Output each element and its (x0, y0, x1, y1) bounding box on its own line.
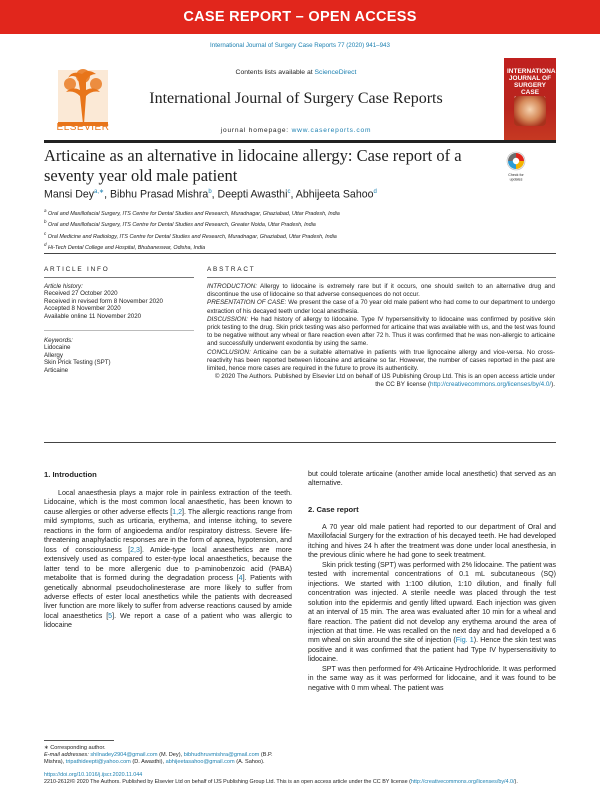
affil-rule (44, 253, 556, 254)
keywords-label: Keywords: (44, 337, 73, 344)
contents-prefix: Contents lists available at (235, 69, 315, 76)
section-heading-case-report: 2. Case report (308, 505, 359, 514)
author-affil-marker[interactable]: a,∗ (94, 189, 105, 195)
case-paragraph: SPT was then performed for 4% Articaine Hydrochloride. It was performed in the same way as it was performed for lidocaine, and it was found to be negative with 0 mm wheal. The patient was (308, 664, 556, 692)
affiliation: $^a$ Oral and Maxillofacial Surgery, ITS Centre for Dental Studies and Research, Muradnagar, Ghaziabad, Uttar Pradesh, India (44, 208, 340, 217)
abstract-end-rule (44, 442, 556, 443)
homepage-prefix: journal homepage: (220, 127, 292, 134)
abstract-intro: INTRODUCTION: Allergy to lidocaine is extremely rare but if it occurs, one should switch to an alternative drug and discontinue the use of lidocaine so that adverse consequences do not occur. (207, 283, 555, 299)
check-for-updates-icon[interactable] (503, 150, 529, 182)
right-column-text: but could tolerate articaine (another amide local anesthetic) that served as an alternative. (308, 470, 556, 488)
journal-title: International Journal of Surgery Case Reports (149, 90, 443, 107)
author-name[interactable]: Abhijeeta Sahoo (295, 188, 374, 201)
article-info-label: ARTICLE INFO (44, 266, 110, 273)
author-name[interactable]: Deepti Awasthi (217, 188, 288, 201)
abstract-discussion: DISCUSSION: He had history of allergy to lidocaine. Type IV hypersensitivity to lidocaine was confirmed by positive skin prick testing to the drug. Skin prick testing was also performed for articaine that was available with us, and the test was found to be negative without any wheal or flare reaction even after 72 h. Thus it was confirmed that he was non-allergic to articaine and successfully underwent exodontia by using the same. (207, 315, 555, 348)
abstract-case: PRESENTATION OF CASE: We present the case of a 70 year old male patient who had come to our department to undergo extraction of his decayed teeth under local anesthesia. (207, 299, 555, 315)
abstract-label: ABSTRACT (207, 266, 256, 273)
keyword: Skin Prick Testing (SPT) (44, 359, 111, 367)
abstract-rule (207, 277, 556, 278)
abstract-copyright: © 2020 The Authors. Published by Elsevier Ltd on behalf of IJS Publishing Group Ltd. This is an open access article under the CC BY license (http://creativecommons.org/licenses/by/4.0/). (214, 373, 555, 389)
affiliation: $^b$ Oral and Maxillofacial Surgery, ITS Centre for Dental Studies and Research, Greater Noida, Uttar Pradesh, India (44, 219, 316, 229)
doi-footer: https://doi.org/10.1016/j.ijscr.2020.11.044 2210-2612/© 2020 The Authors. Published by Elsevier Ltd on behalf of IJS Publishing Group Ltd. This is an open access article under the CC BY license (http://creativecommons.org/licenses/by/4.0/). (44, 772, 556, 786)
keyword: Allergy (44, 351, 63, 359)
cover-figure (514, 96, 546, 126)
author-list: Mansi Dey$^{a,∗}$, Bibhu Prasad Mishra$^b$, Deepti Awasthi$^c$, Abhijeeta Sahoo$^d$ (44, 188, 377, 201)
case-report-text (308, 523, 556, 693)
keyword: Lidocaine (44, 344, 71, 352)
email-link[interactable]: bibhudhruvmishra@gmail.com (183, 752, 260, 759)
journal-homepage (126, 127, 466, 134)
history-item: Received 27 October 2020 (44, 290, 118, 298)
keyword: Articaine (44, 366, 69, 374)
ref-link[interactable]: 2,3 (130, 545, 140, 554)
case-paragraph: A 70 year old male patient had reported to our department of Oral and Maxillofacial Surgery for the extraction of his decayed teeth. He had developed itching and hives 24 h after the treatment was done under local anesthesia, in the previous clinic where he had gone to seek treatment. (308, 523, 556, 560)
email-link[interactable]: abhijeetasahoo@gmail.com (165, 759, 235, 766)
svg-text:Check for: Check for (508, 173, 524, 177)
author-affil-marker[interactable]: c (287, 189, 291, 195)
homepage-link[interactable]: www.casereports.com (291, 127, 372, 134)
figure-link[interactable]: Fig. 1 (455, 636, 474, 645)
corresponding-author-note: ∗ Corresponding author. E-mail addresses: shilnadey2904@gmail.com (M. Dey), bibhudhruvmishra@gmail.com (B.P. Mishra), tripathideepti@yahoo.com (D. Awasthi), abhijeetasahoo@gmail.com (A. Sahoo). (44, 745, 273, 766)
email-link[interactable]: tripathideepti@yahoo.com (65, 759, 131, 766)
journal-citation[interactable]: International Journal of Surgery Case Reports 77 (2020) 941–943 (210, 42, 390, 49)
abstract-body (207, 283, 555, 390)
author-name[interactable]: Bibhu Prasad Mishra (109, 188, 209, 201)
article-info-rule (44, 277, 194, 278)
ref-link[interactable]: 1,2 (172, 507, 183, 516)
author-affil-marker[interactable]: b (208, 189, 212, 195)
case-paragraph: Skin prick testing (SPT) was performed with 2% lidocaine. The patient was tested with incremental concentrations of 0.1 mL subcutaneous (SQ) injections. We started with 1:100 dilution, 1:10 dilution, and finally full concentration was injected. A sterile needle was placed through the test solution into the epidermis and gently lifted upward. Each injection was given at an interval of 15 min. The area was evaluated after 10 min for a wheal and flare reaction. The patient did not develop any erythema around the area of injection at that time. He was recalled on the next day and had developed a 6 mm wheal on skin around the site of injection (Fig. 1). Hence the skin test was positive and it was confirmed that the patient had Type IV hypersensitivity to lidocaine. (308, 560, 556, 664)
article-history (44, 283, 194, 320)
keywords (44, 337, 194, 374)
ref-link[interactable]: 5 (108, 611, 113, 620)
journal-cover-image (504, 58, 560, 142)
open-access-banner: CASE REPORT – OPEN ACCESS (0, 0, 600, 34)
footnote-rule (44, 740, 114, 741)
article-title: Articaine as an alternative in lidocaine allergy: Case report of a seventy year old male patient (44, 146, 462, 185)
section-heading-introduction: 1. Introduction (44, 470, 97, 479)
affiliation: $^c$ Oral Medicine and Radiology, ITS Centre for Dental Studies and Research, Muradnagar, Ghaziabad, Uttar Pradesh, India (44, 230, 337, 240)
license-link[interactable]: http://creativecommons.org/licenses/by/4.0/ (410, 779, 515, 785)
svg-text:updates: updates (509, 177, 523, 182)
affiliations (44, 207, 556, 253)
doi-link[interactable]: https://doi.org/10.1016/j.ijscr.2020.11.044 (44, 772, 143, 778)
history-item: Accepted 8 November 2020 (44, 305, 121, 313)
sciencedirect-link[interactable]: ScienceDirect (314, 69, 357, 76)
masthead-rule (44, 140, 556, 143)
ref-link[interactable]: 4 (238, 574, 243, 583)
affiliation: $^d$ Hi-Tech Dental College and Hospital, Bhubaneswar, Odisha, India (44, 242, 206, 251)
license-link[interactable]: http://creativecommons.org/licenses/by/4.0/ (430, 381, 552, 389)
introduction-text: Local anaesthesia plays a major role in painless extraction of the teeth. Lidocaine, which is the most common local anaesthetic, has been known to cause allergies or other adverse effects [1,2]. The allergic reactions range from mild symptoms, such as urticaria, erythema, and intense itching, to severe reactions in the form of angioedema and/or respiratory distress. Severe life-threatening anaphylactic responses are in the form of apnea, hypotension, and loss of consciousness [2,3]. Amide-type local anaesthetics are more extensively used as compared to ester-type local anaesthetics, because the latter tend to be more allergenic due to p-aminobenzoic acid (PABA) metabolite that is formed during the degradation process [4]. Patients with genetically abnormal pseudocholinesterase are more likely to suffer from adverse effects of ester local anesthetics while the patients with decreased liver function are more likely to suffer from adverse reactions caused by amide local anaesthetics [5]. We report a case of a patient who was allergic to lidocaine (44, 489, 292, 630)
keywords-rule (44, 330, 194, 331)
history-label: Article history: (44, 283, 83, 290)
email-link[interactable]: shilnadey2904@gmail.com (90, 752, 158, 759)
author-name[interactable]: Mansi Dey (44, 188, 95, 201)
publisher-name: ELSEVIER (56, 122, 110, 133)
abstract-conclusion: CONCLUSION: Articaine can be a suitable alternative in patients with true lignocaine allergy and vice-versa. No cross-reactivity has been reported between lidocaine and articaine so far. However, the number of cases reported in the past are limited, hence more cases are required in the future to prove its authenticity. (207, 348, 555, 373)
contents-line (126, 69, 466, 76)
cover-title: INTERNATIONAL JOURNAL OF SURGERY CASE (507, 68, 560, 96)
author-affil-marker[interactable]: d (373, 189, 377, 195)
history-item: Received in revised form 8 November 2020 (44, 297, 163, 305)
history-item: Available online 11 November 2020 (44, 312, 142, 320)
